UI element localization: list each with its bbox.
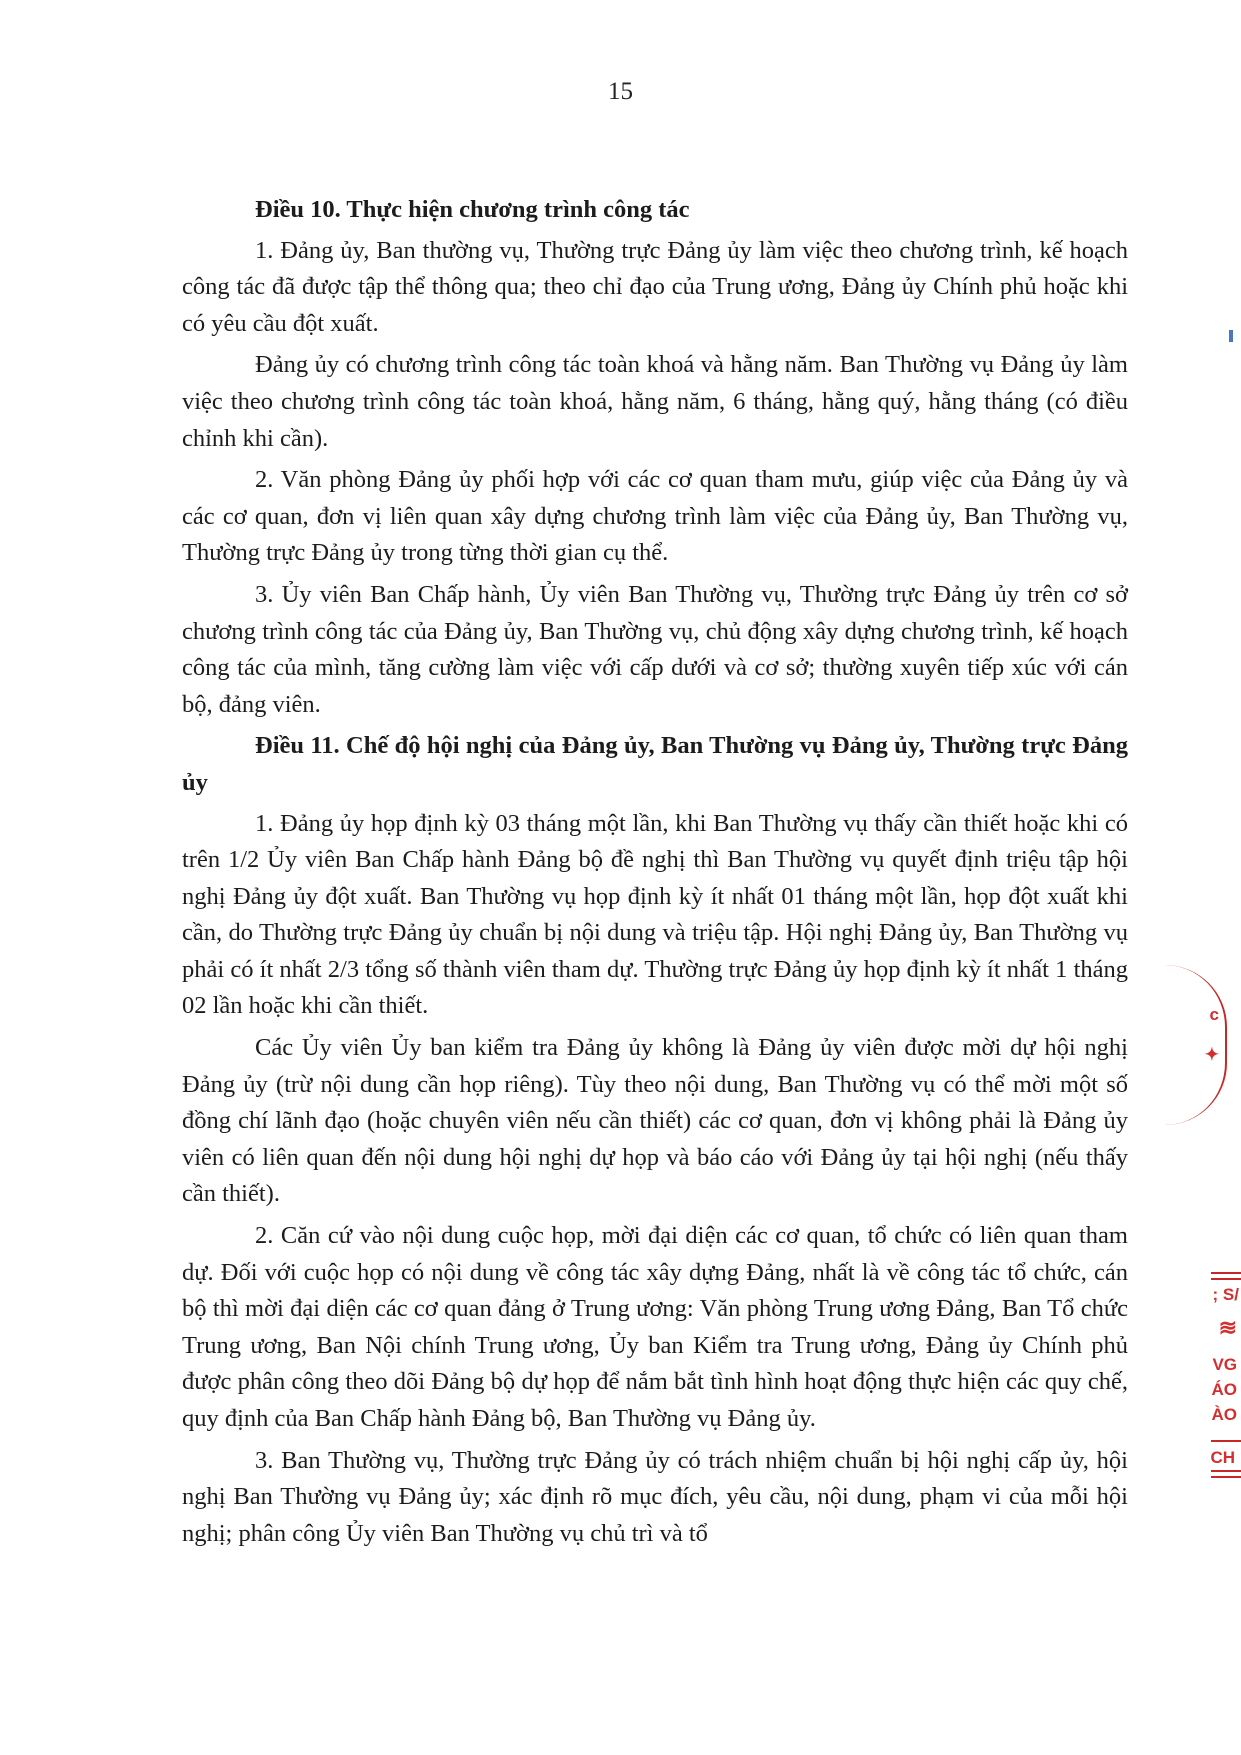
article-10-heading: Điều 10. Thực hiện chương trình công tác bbox=[255, 196, 690, 223]
edge-mark bbox=[1229, 330, 1233, 342]
stamp-fragment-middle-3: ÁO bbox=[1211, 1380, 1237, 1399]
stamp-fragment-middle-2: VG bbox=[1212, 1355, 1237, 1374]
article-11-paragraph-4: 3. Ban Thường vụ, Thường trực Đảng ủy có trách nhiệm chuẩn bị hội nghị cấp ủy, hội nghị Ban Thường vụ Đảng ủy; xác định rõ mục đích, yêu cầu, nội dung, phạm vi của mỗi hội nghị; phân công Ủy viên Ban Thường vụ chủ trì và tổ bbox=[182, 1446, 1128, 1547]
stamp-bar bbox=[1211, 1470, 1241, 1472]
article-11-heading: Điều 11. Chế độ hội nghị của Đảng ủy, Ban Thường vụ Đảng ủy, Thường trực Đảng ủy bbox=[182, 732, 1128, 796]
stamp-fragment-middle-1: ; S/ bbox=[1212, 1285, 1239, 1304]
stamp-bar bbox=[1211, 1476, 1241, 1478]
page-number: 15 bbox=[608, 78, 633, 105]
article-10-paragraph-2: Đảng ủy có chương trình công tác toàn khoá và hằng năm. Ban Thường vụ Đảng ủy làm việc theo chương trình công tác toàn khoá, hằng năm, 6 tháng, hằng quý, hằng tháng (có điều chỉnh khi cần). bbox=[182, 351, 1128, 452]
stamp-bar bbox=[1211, 1278, 1241, 1280]
article-10-paragraph-1: 1. Đảng ủy, Ban thường vụ, Thường trực Đảng ủy làm việc theo chương trình, kế hoạch công tác đã được tập thể thông qua; theo chỉ đạo của Trung ương, Đảng ủy Chính phủ hoặc khi có yêu cầu đột xuất. bbox=[182, 236, 1128, 337]
document-body bbox=[182, 192, 1128, 1557]
stamp-bar bbox=[1211, 1272, 1241, 1274]
stamp-fragment-top: c bbox=[1209, 1005, 1219, 1024]
article-11-paragraph-1: 1. Đảng ủy họp định kỳ 03 tháng một lần, khi Ban Thường vụ thấy cần thiết hoặc khi có trên 1/2 Ủy viên Ban Chấp hành Đảng bộ đề nghị thì Ban Thường vụ quyết định triệu tập hội nghị Đảng ủy đột xuất. Ban Thường vụ họp định kỳ ít nhất 01 tháng một lần, họp đột xuất khi cần, do Thường trực Đảng ủy chuẩn bị nội dung và triệu tập. Hội nghị Đảng ủy, Ban Thường vụ phải có ít nhất 2/3 tổng số thành viên tham dự. Thường trực Đảng ủy họp định kỳ ít nhất 1 tháng 02 lần hoặc khi cần thiết. bbox=[182, 809, 1128, 1020]
stamp-dot-icon: ✦ bbox=[1204, 1045, 1219, 1064]
article-10-paragraph-3: 2. Văn phòng Đảng ủy phối hợp với các cơ quan tham mưu, giúp việc của Đảng ủy và các cơ quan, đơn vị liên quan xây dựng chương trình làm việc của Đảng ủy, Ban Thường vụ, Thường trực Đảng ủy trong từng thời gian cụ thể. bbox=[182, 466, 1128, 567]
article-10-paragraph-4: 3. Ủy viên Ban Chấp hành, Ủy viên Ban Thường vụ, Thường trực Đảng ủy trên cơ sở chương trình công tác của Đảng ủy, Ban Thường vụ, chủ động xây dựng chương trình, kế hoạch công tác của mình, tăng cường làm việc với cấp dưới và cơ sở; thường xuyên tiếp xúc với cán bộ, đảng viên. bbox=[182, 580, 1128, 718]
stamp-swirl-icon: ≋ bbox=[1218, 1315, 1237, 1340]
stamp-fragment-bottom: CH bbox=[1210, 1448, 1235, 1467]
article-11-paragraph-3: 2. Căn cứ vào nội dung cuộc họp, mời đại diện các cơ quan, tổ chức có liên quan tham dự. Đối với cuộc họp có nội dung về công tác xây dựng Đảng, nhất là về công tác tổ chức, cán bộ thì mời đại diện các cơ quan đảng ở Trung ương: Văn phòng Trung ương Đảng, Ban Tổ chức Trung ương, Ban Nội chính Trung ương, Ủy ban Kiểm tra Trung ương, Đảng ủy Chính phủ được phân công theo dõi Đảng bộ dự họp để nắm bắt tình hình hoạt động thực hiện các quy chế, quy định của Ban Chấp hành Đảng bộ, Ban Thường vụ Đảng ủy. bbox=[182, 1222, 1128, 1432]
stamp-bar bbox=[1211, 1440, 1241, 1442]
stamp-fragment-middle-4: ÀO bbox=[1211, 1405, 1237, 1424]
article-11-paragraph-2: Các Ủy viên Ủy ban kiểm tra Đảng ủy không là Đảng ủy viên được mời dự hội nghị Đảng ủy (trừ nội dung cần họp riêng). Tùy theo nội dung, Ban Thường vụ có thể mời một số đồng chí lãnh đạo (hoặc chuyên viên nếu cần thiết) các cơ quan, đơn vị không phải là Đảng ủy viên có liên quan đến nội dung hội nghị dự họp và báo cáo với Đảng ủy tại hội nghị (nếu thấy cần thiết). bbox=[182, 1034, 1128, 1208]
